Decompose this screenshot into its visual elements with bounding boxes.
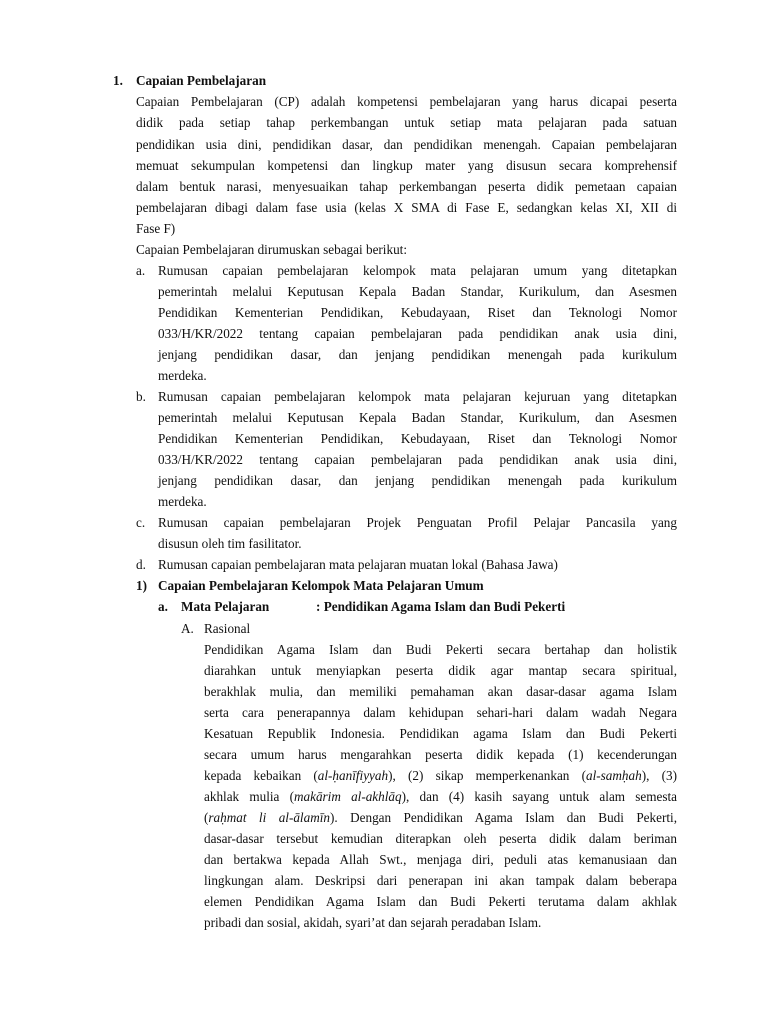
paragraph-line: pembelajaran dibagi dalam fase usia (kelas X SMA di Fase E, sedangkan kelas XI, XII di xyxy=(136,200,677,215)
rasional-line: Pendidikan Agama Islam dan Budi Pekerti secara bertahap dan holistik xyxy=(204,642,677,657)
list-item-line: Rumusan capaian pembelajaran kelompok mata pelajaran kejuruan yang ditetapkan xyxy=(158,389,677,404)
list-item-line: Rumusan capaian pembelajaran kelompok mata pelajaran umum yang ditetapkan xyxy=(158,263,677,278)
subsection-number: 1) xyxy=(136,578,147,593)
subject-marker: a. xyxy=(158,599,168,614)
rasional-line: elemen Pendidikan Agama Islam dan Budi Pekerti terutama dalam akhlak xyxy=(204,894,677,909)
list-item-line: jenjang pendidikan dasar, dan jenjang pendidikan menengah pada kurikulum xyxy=(158,347,677,362)
list-item-line: Rumusan capaian pembelajaran mata pelajaran muatan lokal (Bahasa Jawa) xyxy=(158,557,558,572)
rasional-line: akhlak mulia (makārim al-akhlāq), dan (4) kasih sayang untuk alam semesta xyxy=(204,789,677,804)
list-item-line: Pendidikan Kementerian Pendidikan, Kebudayaan, Riset dan Teknologi Nomor xyxy=(158,431,677,446)
paragraph-line: memuat sekumpulan kompetensi dan lingkup mater yang disusun secara komprehensif xyxy=(136,158,677,173)
rasional-line: secara umum harus mengarahkan peserta didik kepada (1) kecenderungan xyxy=(204,747,677,762)
rasional-line: diarahkan untuk menyiapkan peserta didik agar mantap secara spiritual, xyxy=(204,663,677,678)
list-item-line: 033/H/KR/2022 tentang capaian pembelajaran pada pendidikan anak usia dini, xyxy=(158,452,677,467)
section-number: 1. xyxy=(113,73,123,88)
rasional-line: (raḥmat li al-ālamīn). Dengan Pendidikan Agama Islam dan Budi Pekerti, xyxy=(204,810,678,825)
list-item-line: 033/H/KR/2022 tentang capaian pembelajaran pada pendidikan anak usia dini, xyxy=(158,326,677,341)
rasional-line: serta cara penerapannya dalam kehidupan sehari-hari dalam wadah Negara xyxy=(204,705,677,720)
list-item-line: pemerintah melalui Keputusan Kepala Badan Standar, Kurikulum, dan Asesmen xyxy=(158,410,677,425)
list-item-line: Pendidikan Kementerian Pendidikan, Kebudayaan, Riset dan Teknologi Nomor xyxy=(158,305,677,320)
list-marker: d. xyxy=(136,557,146,572)
intro-text: Capaian Pembelajaran dirumuskan sebagai berikut: xyxy=(136,242,407,257)
list-item-line: disusun oleh tim fasilitator. xyxy=(158,536,302,551)
list-item-line: merdeka. xyxy=(158,368,207,383)
rasional-line: dan bertakwa kepada Allah Swt., menjaga diri, peduli atas kemanusiaan dan xyxy=(204,852,677,867)
subsection-title: Capaian Pembelajaran Kelompok Mata Pelajaran Umum xyxy=(158,578,484,593)
list-item-line: Rumusan capaian pembelajaran Projek Penguatan Profil Pelajar Pancasila yang xyxy=(158,515,677,530)
list-item-line: pemerintah melalui Keputusan Kepala Badan Standar, Kurikulum, dan Asesmen xyxy=(158,284,677,299)
rasional-line: lingkungan alam. Deskripsi dari penerapan ini akan tampak dalam beberapa xyxy=(204,873,677,888)
rasional-line: kepada kebaikan (al-ḥanīfiyyah), (2) sikap memperkenankan (al-samḥah), (3) xyxy=(204,768,677,783)
rasional-line: Kesatuan Republik Indonesia. Pendidikan agama Islam dan Budi Pekerti xyxy=(204,726,677,741)
paragraph-line: pendidikan usia dini, pendidikan dasar, dan pendidikan menengah. Capaian pembelajaran xyxy=(136,137,677,152)
rasional-line: dasar-dasar tersebut kemudian diterapkan oleh peserta didik dalam beriman xyxy=(204,831,677,846)
paragraph-line: Capaian Pembelajaran (CP) adalah kompetensi pembelajaran yang harus dicapai peserta xyxy=(136,94,677,109)
rasional-heading: Rasional xyxy=(204,621,251,636)
list-marker: c. xyxy=(136,515,146,530)
list-marker: b. xyxy=(136,389,146,404)
section-title: Capaian Pembelajaran xyxy=(136,73,267,88)
rasional-line: berakhlak mulia, dan memiliki pemahaman akan dasar-dasar agama Islam xyxy=(204,684,677,699)
subject-label: Mata Pelajaran xyxy=(181,599,270,614)
list-item-line: merdeka. xyxy=(158,494,207,509)
paragraph-line: didik pada setiap tahap perkembangan untuk setiap mata pelajaran pada satuan xyxy=(136,115,677,130)
list-marker: a. xyxy=(136,263,146,278)
subject-value: : Pendidikan Agama Islam dan Budi Pekerti xyxy=(316,599,566,614)
heading-marker: A. xyxy=(181,621,194,636)
list-item-line: jenjang pendidikan dasar, dan jenjang pendidikan menengah pada kurikulum xyxy=(158,473,677,488)
paragraph-line: Fase F) xyxy=(136,221,176,236)
paragraph-line: dalam bentuk narasi, menyesuaikan tahap perkembangan peserta didik pemetaan capaian xyxy=(136,179,677,194)
rasional-line: pribadi dan sosial, akidah, syari’at dan sejarah peradaban Islam. xyxy=(204,915,542,930)
